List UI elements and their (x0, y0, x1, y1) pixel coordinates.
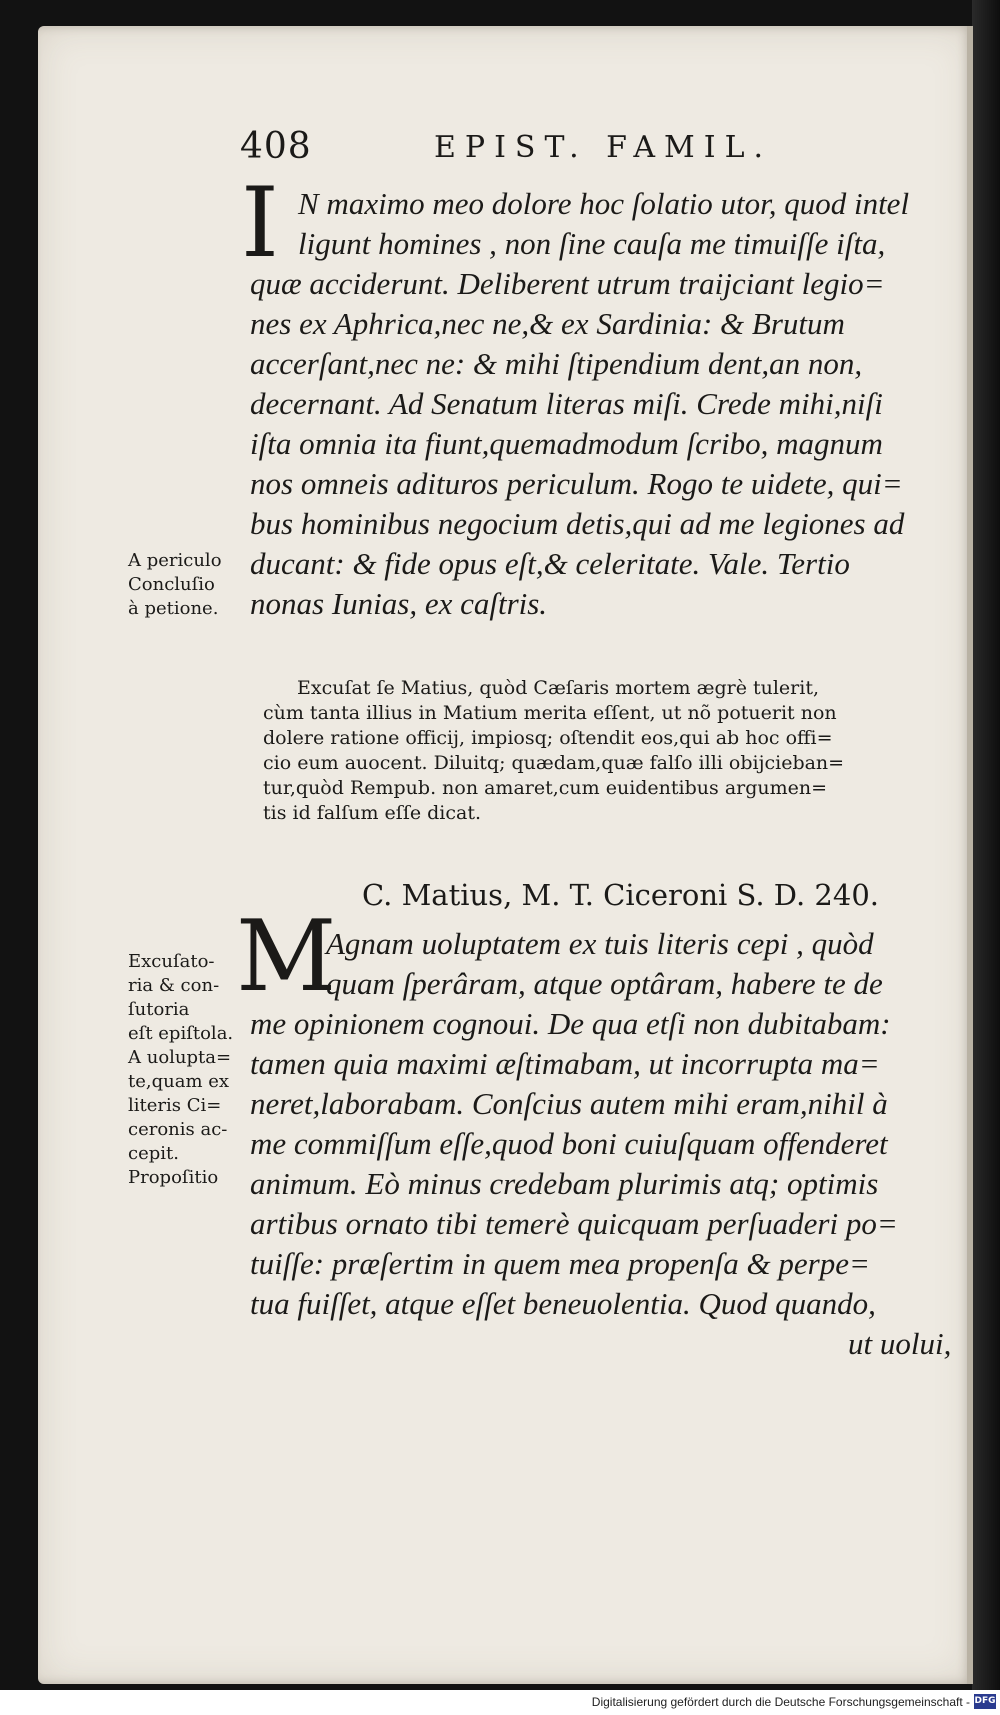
argument-line: cùm tanta illius in Matium merita eſſent, ut nõ potuerit non (263, 702, 837, 724)
margin-note: eſt epiſtola. (128, 1023, 234, 1044)
catchword: ut uolui, (848, 1326, 952, 1361)
footer-bar (0, 1690, 1000, 1715)
letter2-line: tuiſſe: præſertim in quem mea propenſa & perpe= (250, 1246, 870, 1281)
drop-cap-initial: M (236, 900, 337, 1014)
funding-credit: Digitalisierung gefördert durch die Deutsche Forschungsgemeinschaft - (591, 1695, 970, 1709)
margin-note: Excuſato- (128, 951, 215, 972)
letter2-line: tamen quia maximi æſtimabam, ut incorrupta ma= (250, 1046, 880, 1081)
argument-line: tis id falſum eſſe dicat. (263, 802, 482, 824)
margin-note: ſutoria (128, 999, 190, 1020)
letter1-line: ducant: & fide opus eſt,& celeritate. Vale. Tertio (250, 546, 850, 581)
margin-note: te,quam ex (128, 1071, 230, 1092)
argument-line: dolere ratione officij, impiosq; oſtendit eos,qui ab hoc offi= (263, 727, 833, 749)
letter2-line: me commiſſum eſſe,quod boni cuiuſquam offenderet (250, 1126, 888, 1161)
margin-note: à petione. (128, 598, 219, 619)
margin-note: cepit. (128, 1143, 179, 1164)
book-page (38, 26, 973, 1684)
running-head (38, 126, 973, 172)
argument-line: cio eum auocent. Diluitq; quædam,quæ falſo illi obijcieban= (263, 752, 845, 774)
letter1-line: nos omneis adituros periculum. Rogo te uidete, qui= (250, 466, 903, 501)
margin-note: A periculo (128, 550, 222, 571)
letter1-line: nonas Iunias, ex caſtris. (250, 586, 548, 621)
letter2-line: neret,laborabam. Conſcius autem mihi eram,nihil à (250, 1086, 888, 1121)
letter2-line: me opinionem cognoui. De qua etſi non dubitabam: (250, 1006, 891, 1041)
drop-cap-initial: I (241, 167, 279, 279)
running-title: EPIST. FAMIL. (434, 130, 773, 165)
argument-summary (263, 676, 953, 826)
letter1-line: accerſant,nec ne: & mihi ſtipendium dent,an non, (250, 346, 863, 381)
letter1-line: decernant. Ad Senatum literas miſi. Crede mihi,niſi (250, 386, 883, 421)
letter1-line: N maximo meo dolore hoc ſolatio utor, quod intel (298, 186, 910, 221)
letter2-line: quam ſperâram, atque optâram, habere te de (326, 966, 883, 1001)
argument-line: Excuſat ſe Matius, quòd Cæſaris mortem ægrè tulerit, (297, 677, 820, 699)
argument-line: tur,quòd Rempub. non amaret,cum euidentibus argumen= (263, 777, 828, 799)
margin-note: ceronis ac- (128, 1119, 228, 1140)
margin-note: ria & con- (128, 975, 220, 996)
letter-heading: C. Matius, M. T. Ciceroni S. D. 240. (362, 878, 880, 912)
margin-note: Propoſitio (128, 1167, 219, 1188)
letter2-line: animum. Eò minus credebam plurimis atq; optimis (250, 1166, 879, 1201)
margin-note: Concluſio (128, 574, 215, 595)
letter2-line: Agnam uoluptatem ex tuis literis cepi , quòd (326, 926, 874, 961)
letter1-line: bus hominibus negocium detis,qui ad me legiones ad (250, 506, 905, 541)
letter2-line: tua fuiſſet, atque eſſet beneuolentia. Quod quando, (250, 1286, 876, 1321)
margin-note: literis Ci= (128, 1095, 222, 1116)
page-edge (967, 26, 973, 1684)
letter1-line: nes ex Aphrica,nec ne,& ex Sardinia: & Brutum (250, 306, 845, 341)
dfg-logo-icon: DFG (974, 1694, 996, 1709)
margin-note: A uolupta= (128, 1047, 232, 1068)
page-number: 408 (240, 126, 312, 167)
letter2-line: artibus ornato tibi temerè quicquam perſuaderi po= (250, 1206, 898, 1241)
letter1-line: ligunt homines , non ſine cauſa me timuiſſe iſta, (298, 226, 886, 261)
book-binding (972, 0, 1000, 1690)
letter1-line: quæ acciderunt. Deliberent utrum traijciant legio= (250, 266, 885, 301)
letter1-line: iſta omnia ita fiunt,quemadmodum ſcribo, magnum (250, 426, 883, 461)
